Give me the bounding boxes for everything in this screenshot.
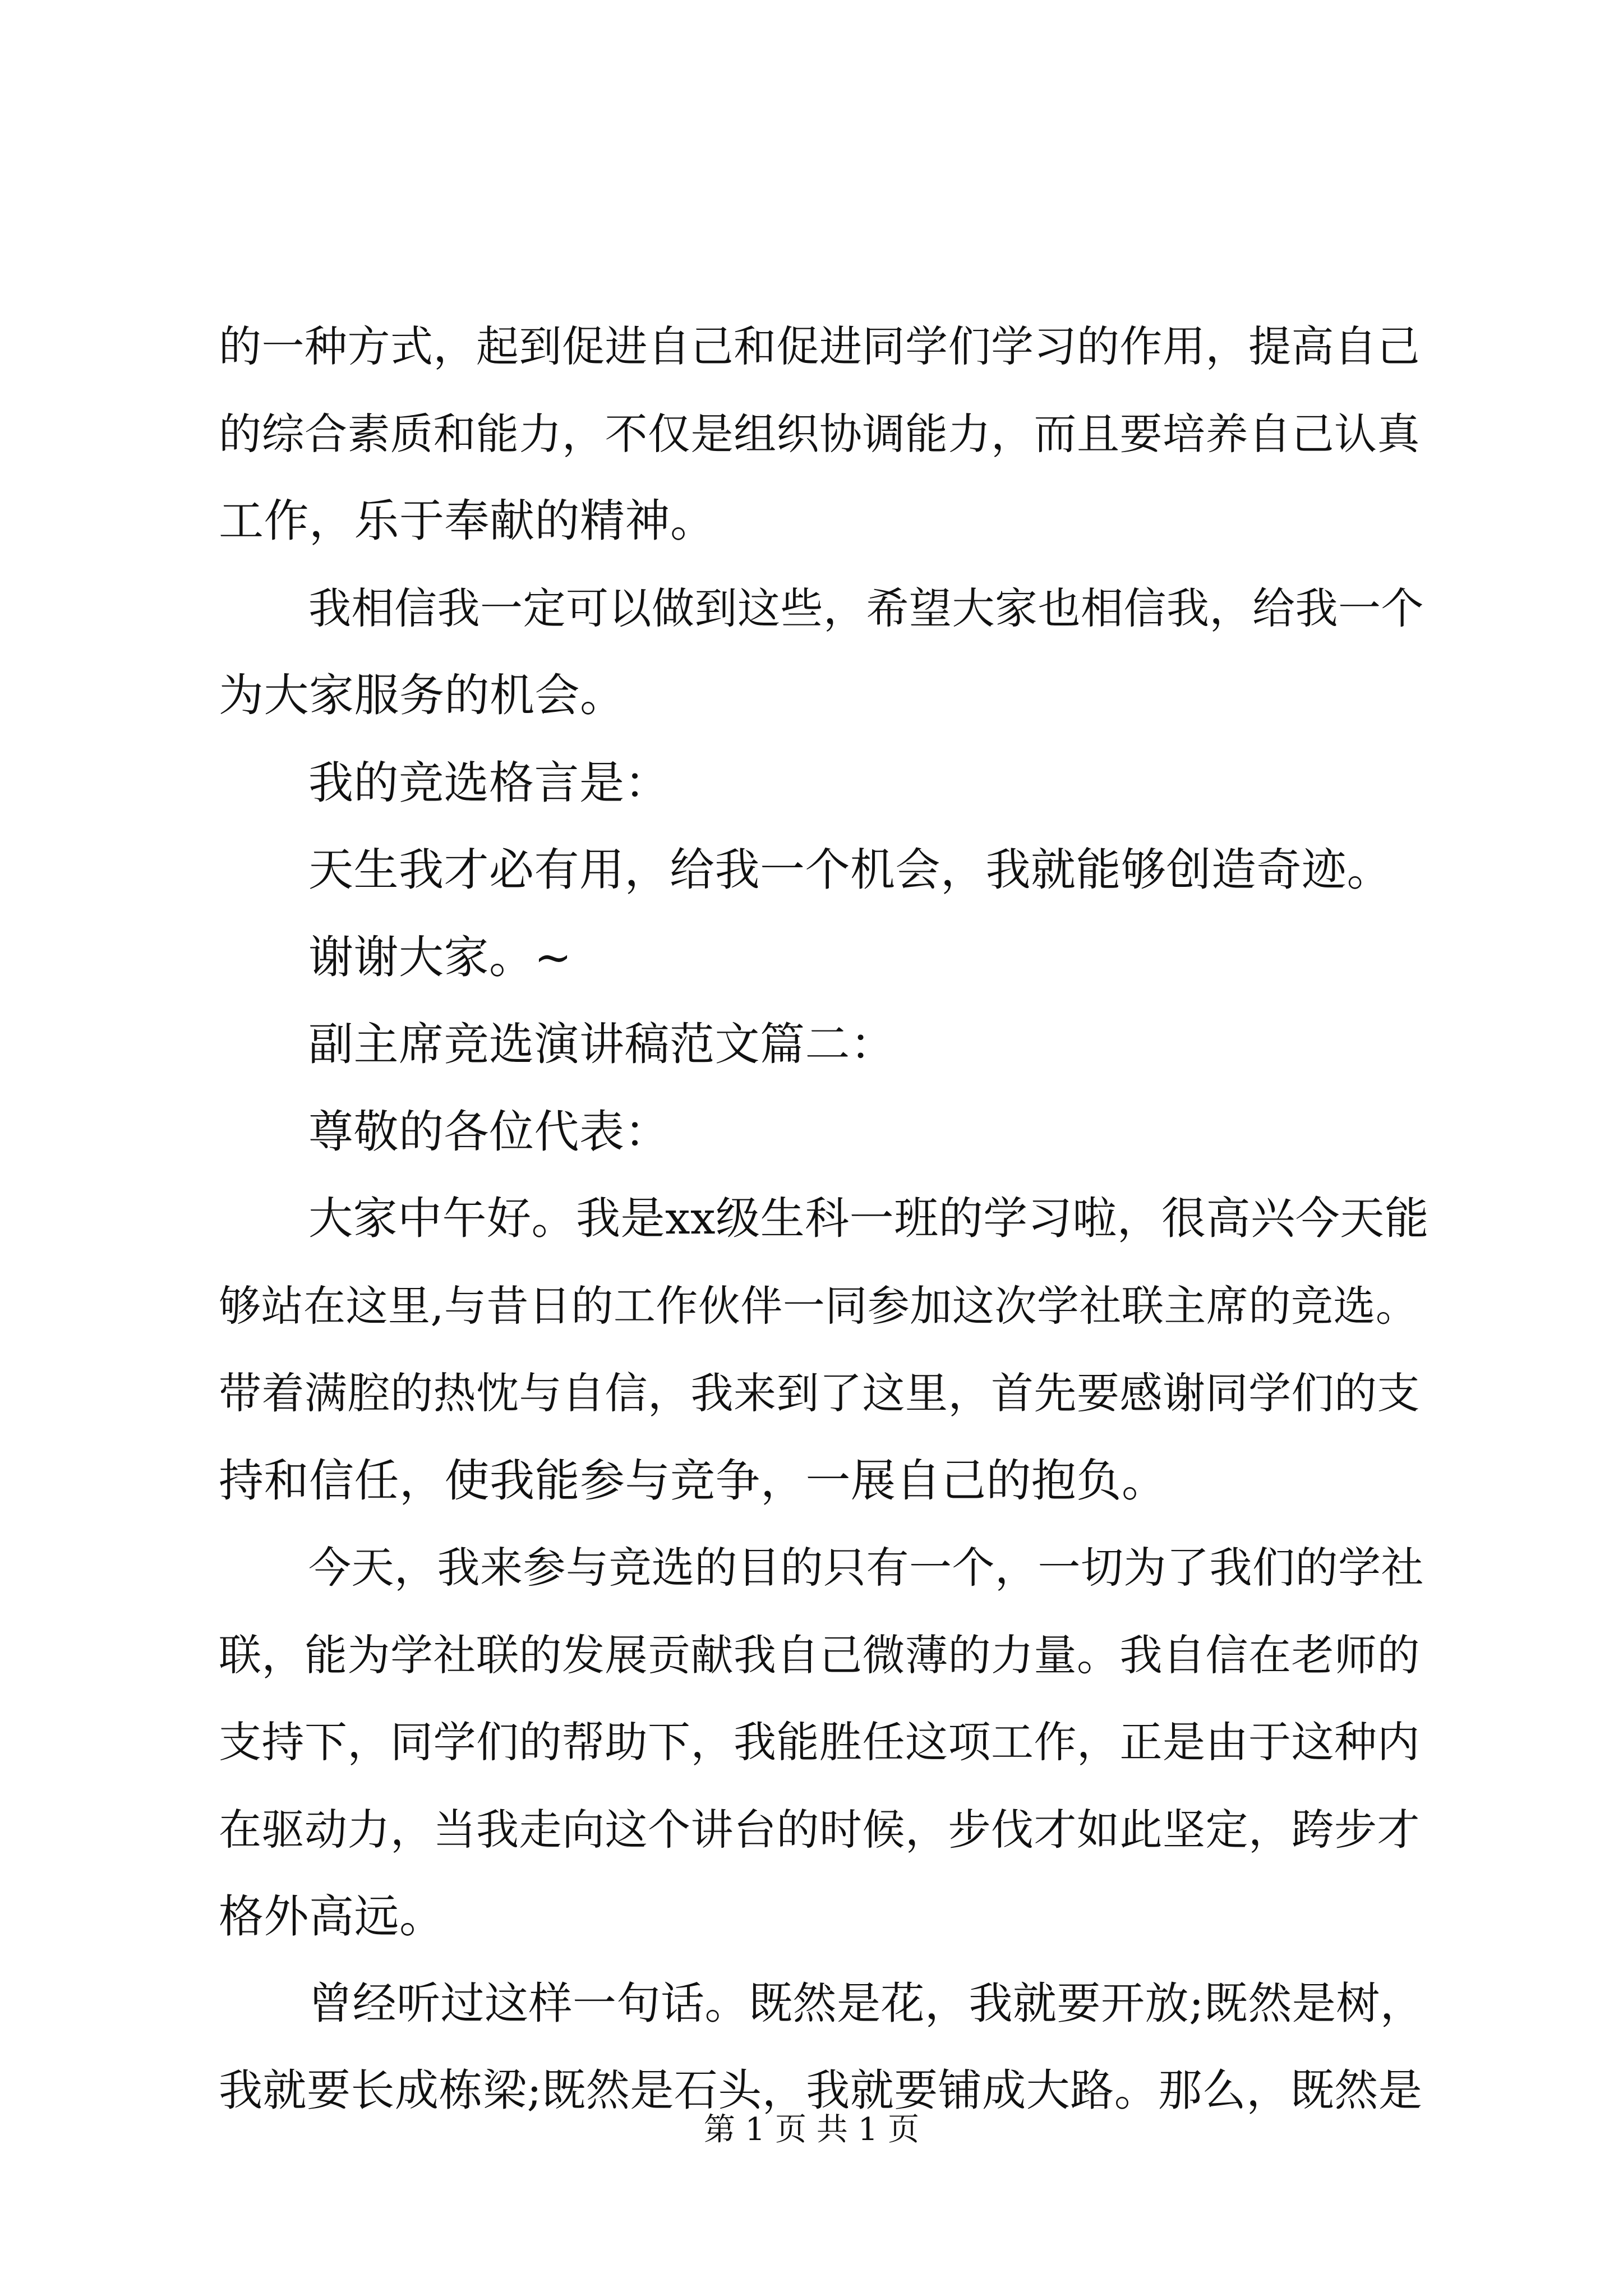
text-line: 谢谢大家。~ bbox=[308, 931, 573, 983]
text-line: 曾经听过这样一句话。既然是花，我就要开放;既然是树， bbox=[308, 1978, 1424, 2029]
text-line: 格外高远。 bbox=[219, 1890, 445, 1943]
text-line: 为大家服务的机会。 bbox=[219, 669, 625, 721]
document-body bbox=[219, 303, 1430, 2135]
text-line: 在驱动力，当我走向这个讲台的时候，步伐才如此坚定，跨步才 bbox=[219, 1804, 1420, 1855]
text-line: 我相信我一定可以做到这些，希望大家也相信我，给我一个 bbox=[308, 583, 1424, 633]
section-heading: 副主席竞选演讲稿范文篇二： bbox=[308, 1018, 896, 1070]
text-line: 带着满腔的热忱与自信，我来到了这里，首先要感谢同学们的支 bbox=[219, 1368, 1420, 1418]
text-line: 大家中午好。我是xx级生科一班的学习啦，很高兴今天能 bbox=[308, 1193, 1430, 1244]
page-footer: 第 1 页 共 1 页 bbox=[703, 2111, 920, 2148]
text-line: 我的竞选格言是： bbox=[308, 756, 670, 809]
text-line: 尊敬的各位代表： bbox=[308, 1105, 670, 1158]
text-line: 的综合素质和能力，不仅是组织协调能力，而且要培养自己认真 bbox=[219, 408, 1420, 459]
text-line: 今天，我来参与竞选的目的只有一个，一切为了我们的学社 bbox=[308, 1543, 1424, 1593]
text-line: 够站在这里,与昔日的工作伙伴一同参加这次学社联主席的竞选。 bbox=[219, 1281, 1418, 1331]
text-line: 的一种方式，起到促进自己和促进同学们学习的作用，提高自己 bbox=[219, 321, 1420, 371]
text-line: 我就要长成栋梁;既然是石头，我就要铺成大路。那么，既然是 bbox=[219, 2065, 1423, 2116]
text-line: 联，能为学社联的发展贡献我自己微薄的力量。我自信在老师的 bbox=[219, 1630, 1420, 1680]
text-line: 天生我才必有用，给我一个机会，我就能够创造奇迹。 bbox=[308, 844, 1392, 896]
text-line: 持和信任，使我能参与竞争，一展自己的抱负。 bbox=[219, 1454, 1167, 1507]
text-line: 支持下，同学们的帮助下，我能胜任这项工作，正是由于这种内 bbox=[219, 1717, 1420, 1767]
text-line: 工作，乐于奉献的精神。 bbox=[219, 495, 716, 547]
